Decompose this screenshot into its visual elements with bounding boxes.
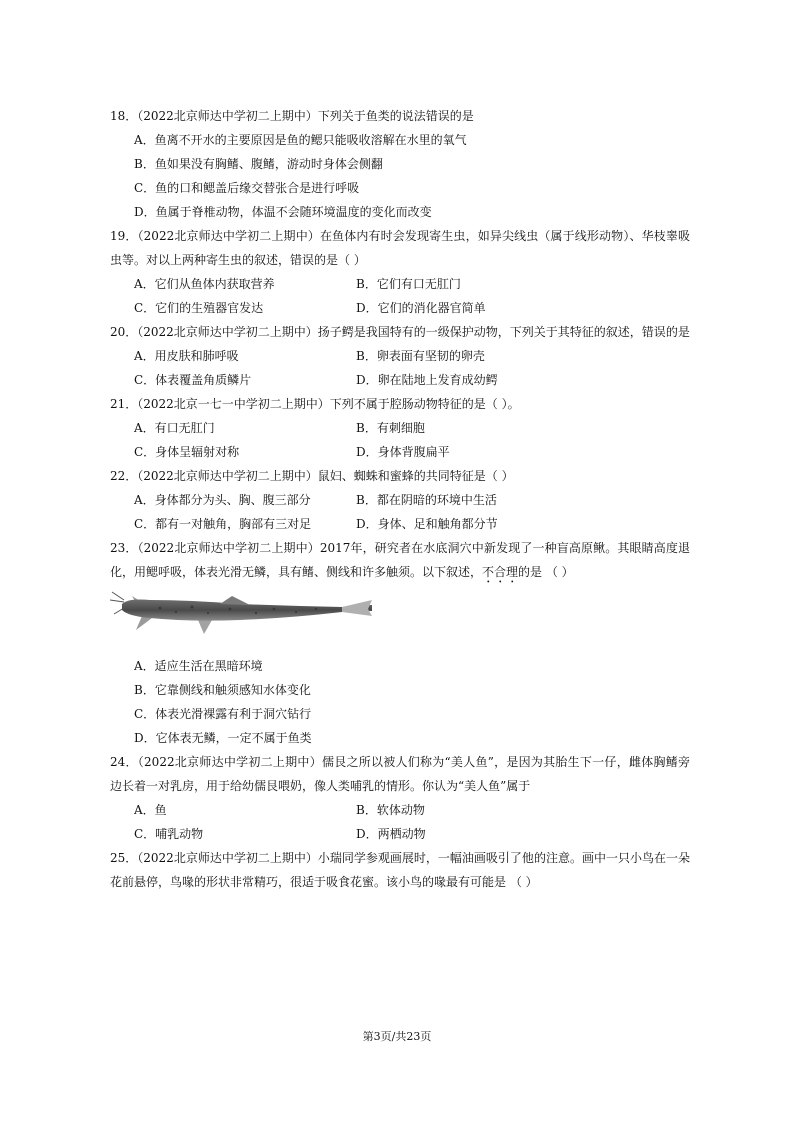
question-20-option-d: D．卵在陆地上发育成幼鳄 [356, 373, 498, 387]
question-19-option-a: A．它们从鱼体内获取营养 [134, 277, 275, 291]
question-19-stem: 19．（2022北京师达中学初二上期中）在鱼体内有时会发现寄生虫，如异尖线虫（属于线形动物）、华枝睾吸虫等。对以上两种寄生虫的叙述，错误的是（ ） [110, 229, 690, 267]
question-24-option-d: D．两栖动物 [356, 827, 426, 841]
question-19-option-c: C．它们的生殖器官发达 [134, 301, 264, 315]
question-list [110, 104, 690, 894]
question-23-option-b: B．它靠侧线和触须感知水体变化 [134, 683, 311, 697]
question-22-option-d: D．身体、足和触角都分节 [356, 517, 498, 531]
question-19-options-cd [110, 296, 690, 320]
question-23-option-a: A．适应生活在黑暗环境 [134, 659, 263, 673]
question-24-options-ab [110, 798, 690, 822]
question-22-stem: 22．（2022北京师达中学初二上期中）鼠妇、蜘蛛和蜜蜂的共同特征是（ ） [110, 469, 514, 483]
question-20-option-b: B．卵表面有坚韧的卵壳 [356, 349, 485, 363]
question-25-stem: 25．（2022北京师达中学初二上期中）小瑞同学参观画展时，一幅油画吸引了他的注意。画中一只小鸟在一朵花前悬停，鸟喙的形状非常精巧，很适于吸食花蜜。该小鸟的喙最有可能是 （ ） [110, 851, 690, 889]
emphasis-text: 不合理 [482, 565, 519, 579]
question-24-option-b: B．软体动物 [356, 803, 425, 817]
question-18 [110, 104, 690, 224]
question-18-stem: 18．（2022北京师达中学初二上期中）下列关于鱼类的说法错误的是 [110, 109, 474, 123]
question-22-option-b: B．都在阴暗的环境中生活 [356, 493, 497, 507]
question-21-options-cd [110, 440, 690, 464]
question-24 [110, 750, 690, 846]
question-22-option-a: A．身体都分为头、胸、腹三部分 [134, 493, 311, 507]
question-21-option-a: A．有口无肛门 [134, 421, 215, 435]
question-22-options-cd [110, 512, 690, 536]
question-21-option-c: C．身体呈辐射对称 [134, 445, 240, 459]
question-25 [110, 846, 690, 894]
question-21-option-b: B．有刺细胞 [356, 421, 425, 435]
question-23 [110, 536, 690, 750]
question-20 [110, 320, 690, 392]
question-18-option-b: B．鱼如果没有胸鳍、腹鳍，游动时身体会侧翻 [134, 157, 383, 171]
question-23-option-d: D．它体表无鳞，一定不属于鱼类 [134, 731, 312, 745]
question-23-stem: 23．（2022北京师达中学初二上期中）2017年，研究者在水底洞穴中新发现了一种盲高原鳅。其眼睛高度退化，用鳃呼吸，体表光滑无鳞，具有鳍、侧线和许多触须。以下叙述，不合理的是 （ ） [110, 541, 690, 579]
question-21-options-ab [110, 416, 690, 440]
question-22 [110, 464, 690, 536]
question-20-options-ab [110, 344, 690, 368]
question-21-stem: 21．（2022北京一七一中学初二上期中）下列不属于腔肠动物特征的是（ ）。 [110, 397, 520, 411]
question-19 [110, 224, 690, 320]
question-20-stem: 20．（2022北京师达中学初二上期中）扬子鳄是我国特有的一级保护动物，下列关于其特征的叙述，错误的是 [110, 325, 690, 339]
question-24-option-c: C．哺乳动物 [134, 827, 204, 841]
question-20-option-a: A．用皮肤和肺呼吸 [134, 349, 239, 363]
question-18-option-c: C．鱼的口和鳃盖后缘交替张合是进行呼吸 [134, 181, 360, 195]
question-22-options-ab [110, 488, 690, 512]
question-19-options-ab [110, 272, 690, 296]
question-22-option-c: C．都有一对触角，胸部有三对足 [134, 517, 312, 531]
question-18-option-d: D．鱼属于脊椎动物，体温不会随环境温度的变化而改变 [134, 205, 432, 219]
question-19-option-d: D．它们的消化器官简单 [356, 301, 486, 315]
blind-loach-image [110, 588, 374, 642]
question-20-option-c: C．体表覆盖角质鳞片 [134, 373, 252, 387]
question-21-option-d: D．身体背腹扁平 [356, 445, 450, 459]
question-23-option-c: C．体表光滑裸露有利于洞穴钻行 [134, 707, 312, 721]
question-18-option-a: A．鱼离不开水的主要原因是鱼的鳃只能吸收溶解在水里的氧气 [134, 133, 467, 147]
question-19-option-b: B．它们有口无肛门 [356, 277, 461, 291]
question-21 [110, 392, 690, 464]
question-24-stem: 24．（2022北京师达中学初二上期中）儒艮之所以被人们称为“美人鱼”，是因为其胎生下一仔，雌体胸鳍旁边长着一对乳房，用于给幼儒艮喂奶，像人类哺乳的情形。你认为“美人鱼”属于 [110, 755, 690, 793]
page-footer: 第3页/共23页 [362, 1030, 432, 1043]
question-24-options-cd [110, 822, 690, 846]
question-24-option-a: A．鱼 [134, 803, 167, 817]
question-20-options-cd [110, 368, 690, 392]
